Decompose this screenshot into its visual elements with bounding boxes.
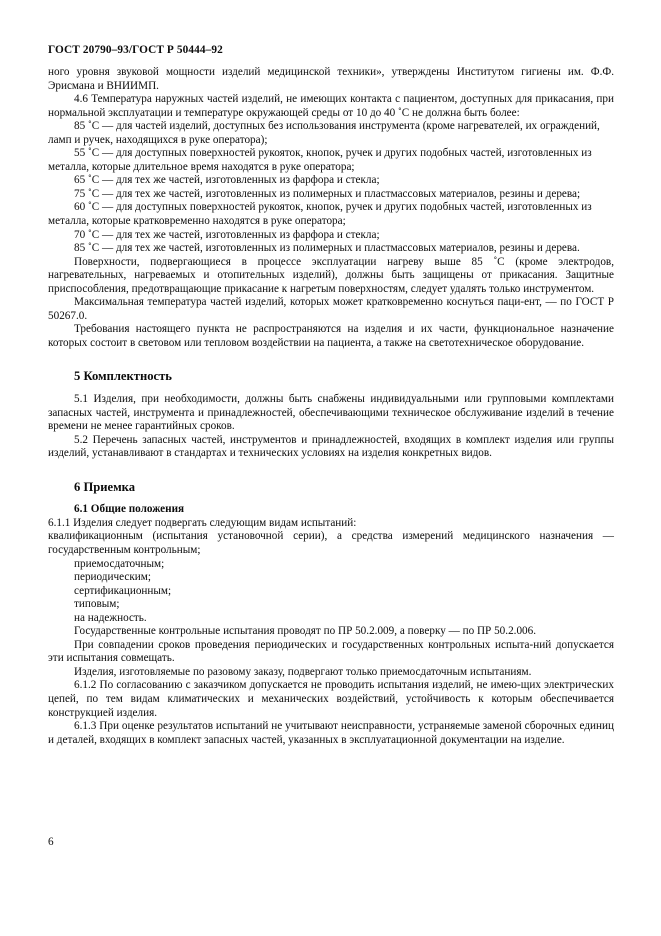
paragraph-6-1-3: 6.1.3 При оценке результатов испытаний не учитывают неисправности, устраняемые заменой сборочных единиц и деталей, входящих в комплект запасных частей, указанных в эксплуатационной документации на изделие. [48,720,614,746]
temperature-list-item: 85 ˚С — для частей изделий, доступных без использования инструмента (кроме нагревателей, их ограждений, ламп и ручек, находящихся в руке оператора); [48,120,600,146]
paragraph-4-6: 4.6 Температура наружных частей изделий, не имеющих контакта с пациентом, доступных для прикасания, при нормальной эксплуатации и температуре окружающей среды от 10 до 40 ˚С не должна быть более: [48,93,614,119]
section-heading-5: 5 Комплектность [74,369,172,384]
test-type-item: сертификационным; [74,584,172,597]
temperature-list-item: 65 ˚С — для тех же частей, изготовленных из фарфора и стекла; [74,174,380,187]
spacer [48,494,614,503]
temperature-list-item: 85 ˚С — для тех же частей, изготовленных из полимерных и пластмассовых материалов, резины и дерева. [74,242,580,255]
paragraph-6-1-1: 6.1.1 Изделия следует подвергать следующим видам испытаний: [48,516,357,529]
test-type-item: периодическим; [74,571,151,584]
document-header-standard-number: ГОСТ 20790–93/ГОСТ Р 50444–92 [48,44,223,56]
subsection-heading-6-1: 6.1 Общие положения [74,503,185,516]
paragraph-max-temperature: Максимальная температура частей изделий, которых может кратковременно коснуться паци-ент, — по ГОСТ Р 50267.0. [48,296,614,322]
test-type-item: на надежность. [74,611,147,624]
spacer [48,350,614,370]
paragraph-requirements-scope: Требования настоящего пункта не распространяются на изделия и их части, функциональное назначение которых состоит в световом или тепловом воздействии на пациента, а также на светотехническое оборудование. [48,323,614,349]
temperature-list-item: 75 ˚С — для тех же частей, изготовленных из полимерных и пластмассовых материалов, резины и дерева; [74,187,581,200]
paragraph-single-order-products: Изделия, изготовляемые по разовому заказу, подвергают только приемосдаточным испытаниям. [74,665,532,678]
spacer [48,461,614,481]
paragraph-coinciding-test-dates: При совпадении сроков проведения периодических и государственных контрольных испыта-ний допускается эти испытания совмещать. [48,638,614,665]
spacer [48,384,614,393]
paragraph-continuation: ного уровня звуковой мощности изделий медицинской техники», утверждены Институтом гигиены им. Ф.Ф. Эрисмана и ВНИИМП. [48,66,614,92]
temperature-list-item: 60 ˚С — для доступных поверхностей рукояток, кнопок, ручек и других подобных частей, изготовленных из металла, которые кратковременно находятся в руке оператора; [48,201,592,228]
section-heading-6: 6 Приемка [74,479,136,494]
paragraph-state-control-tests: Государственные контрольные испытания проводят по ПР 50.2.009, а поверку — по ПР 50.2.006. [74,625,537,638]
test-type-item: квалификационным (испытания установочной серии), а средства измерений медицинского назначения — государственным контрольным; [48,530,614,556]
test-type-item: типовым; [74,598,120,611]
temperature-list-item: 55 ˚С — для доступных поверхностей рукояток, кнопок, ручек и других подобных частей, изготовленных из металла, которые длительное время находятся в руке оператора; [48,147,592,173]
paragraph-5-2: 5.2 Перечень запасных частей, инструментов и принадлежностей, входящих в комплект изделия или группы изделий, устанавливают в стандартах и технических условиях на изделия конкретных видов. [48,433,614,460]
document-body [48,66,614,747]
test-type-item: приемосдаточным; [74,557,165,570]
paragraph-5-1: 5.1 Изделия, при необходимости, должны быть снабжены индивидуальными или групповыми комплектами запасных частей, инструмента и принадлежностей, обеспечивающими техническое обслуживание изделий в течение времени не менее гарантийных сроков. [48,393,614,433]
page-number: 6 [48,836,54,848]
paragraph-hot-surfaces: Поверхности, подвергающиеся в процессе эксплуатации нагреву выше 85 ˚С (кроме электродов, нагревательных, нагреваемых и отопительных изделий), должны быть защищены от прикасания. Защитные приспособления, предотвращающие прикасание к нагретым поверхностям, следует удалять только инструментом. [48,255,614,295]
temperature-list-item: 70 ˚С — для тех же частей, изготовленных из фарфора и стекла; [74,228,380,241]
paragraph-6-1-2: 6.1.2 По согласованию с заказчиком допускается не проводить испытания изделий, не имею-щих электрических цепей, по тем видам климатических и механических воздействий, устойчивость к которым обеспечивается конструкцией изделия. [48,679,614,719]
